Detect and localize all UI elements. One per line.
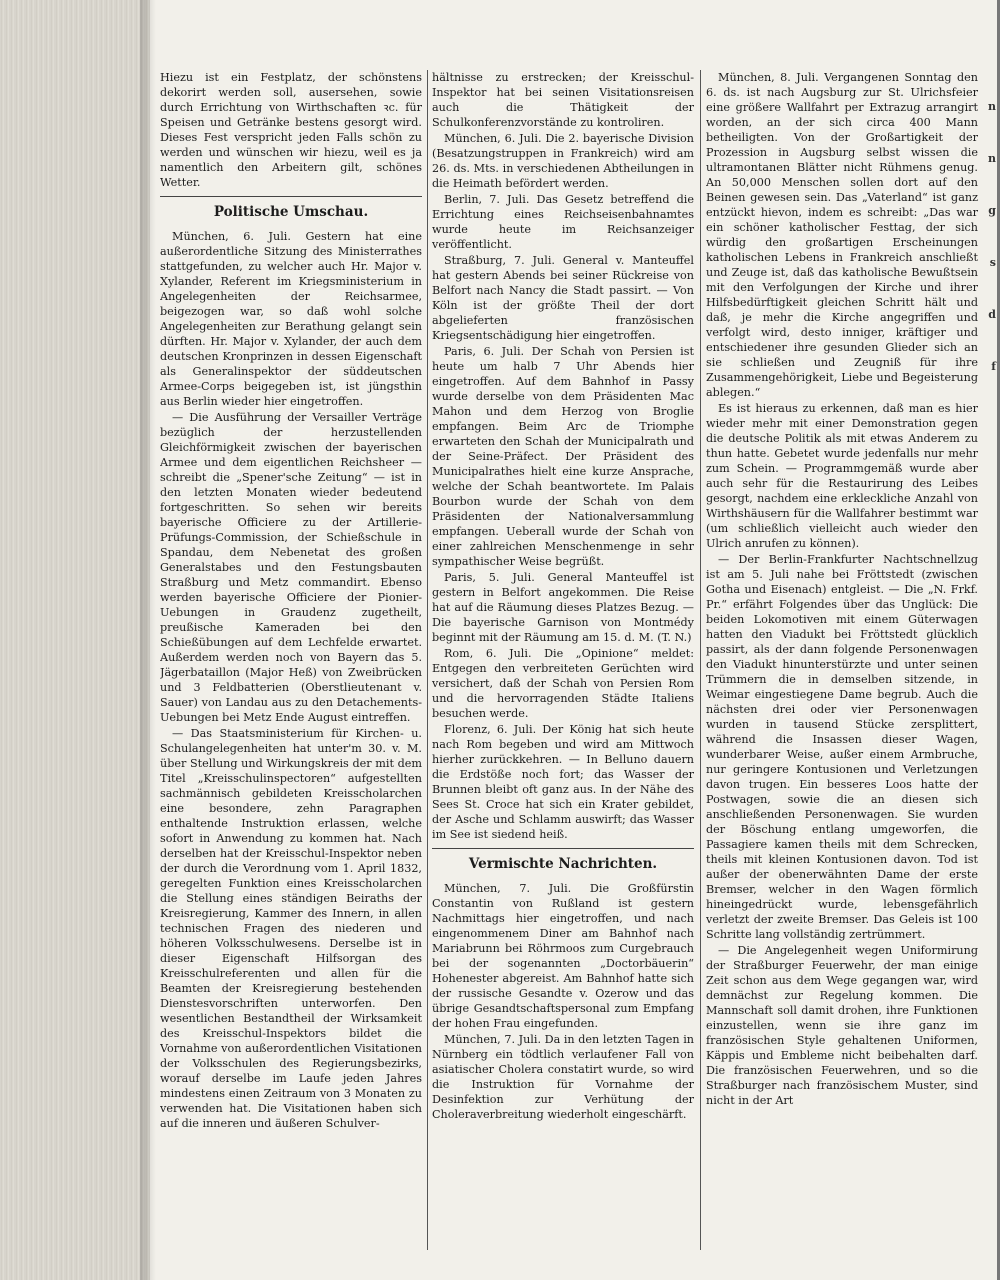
article-paragraph: Berlin, 7. Juli. Das Gesetz betreffend die Errichtung eines Reichseisenbahnamtes wurde heute im Reichsanzeiger veröffentlicht. (432, 193, 694, 251)
article-paragraph: Hiezu ist ein Festplatz, der schönstens dekorirt werden soll, ausersehen, sowie durch Errichtung von Wirthschaften ꝛc. für Speisen und Getränke bestens gesorgt wird. Dieses Fest verspricht jeden Falls schön zu werden und wünschen wir hiezu, weil es ja namentlich den Arbeitern gilt, schönes Wetter. (160, 71, 422, 189)
article-paragraph: Florenz, 6. Juli. Der König hat sich heute nach Rom begeben und wird am Mittwoch hierher zurückkehren. — In Belluno dauern die Erdstöße noch fort; das Wasser der Brunnen bleibt oft ganz aus. In der Nähe des Sees St. Croce hat sich ein Krater gebildet, der Asche und Schlamm auswirft; das Wasser im See ist siedend heiß. (432, 723, 694, 841)
article-paragraph: — Das Staatsministerium für Kirchen- u. Schulangelegenheiten hat unter'm 30. v. M. über Stellung und Wirkungskreis der mit dem Titel „Kreisschulinspectoren“ aufgestellten sachmännisch gebildeten Kreisscholarchen eine besondere, zehn Paragraphen enthaltende Instruktion erlassen, welche sofort in Anwendung zu kommen hat. Nach derselben hat der Kreisschul-Inspektor neben der durch die Verordnung vom 1. April 1832, geregelten Funktion eines Kreisscholarchen die Stellung eines ständigen Beiraths der Kreisregierung, Kammer des Innern, in allen technischen Fragen des niederen und höheren Volksschulwesens. Derselbe ist in dieser Eigenschaft Hilfsorgan des Kreisschulreferenten und allen für die Beamten der Kreisregierung bestehenden Dienstesvorschriften unterworfen. Den wesentlichen Bestandtheil der Wirksamkeit des Kreisschul-Inspektors bildet die Vornahme von außerordentlichen Visitationen der Volksschulen des Regierungsbezirks, worauf derselbe im Laufe jeden Jahres mindestens einen Zeitraum von 3 Monaten zu verwenden hat. Die Visitationen haben sich auf die inneren und äußeren Schulver- (160, 727, 422, 1130)
edge-glyph: d (988, 308, 996, 321)
book-gutter (0, 0, 150, 1280)
column-middle (432, 70, 694, 1250)
article-paragraph: Straßburg, 7. Juli. General v. Manteuffel hat gestern Abends bei seiner Rückreise von Belfort nach Nancy die Stadt passirt. — Von Köln ist der größte Theil der dort abgelieferten französischen Kriegsentschädigung hier eingetroffen. (432, 254, 694, 342)
column-left (160, 70, 422, 1250)
article-paragraph: — Die Angelegenheit wegen Uniformirung der Straßburger Feuerwehr, der man einige Zeit schon aus dem Wege gegangen war, wird demnächst zur Regelung kommen. Die Mannschaft soll damit drohen, ihre Funktionen einzustellen, wenn sie ihre ganz im französischen Style gehaltenen Uniformen, Käppis und Embleme nicht beibehalten darf. Die französischen Feuerwehren, und so die Straßburger nach französischem Muster, sind nicht in der Art (706, 944, 978, 1107)
column-rule (700, 70, 701, 1250)
article-paragraph: München, 7. Juli. Da in den letzten Tagen in Nürnberg ein tödtlich verlaufener Fall von asiatischer Cholera constatirt wurde, so wird die Instruktion für Vornahme der Desinfektion zur Verhütung der Choleraverbreitung wiederholt eingeschärft. (432, 1033, 694, 1121)
article-paragraph: Rom, 6. Juli. Die „Opinione“ meldet: Entgegen den verbreiteten Gerüchten wird versichert, daß der Schah von Persien Rom und die hervorragenden Städte Italiens besuchen werde. (432, 647, 694, 720)
article-paragraph: München, 6. Juli. Gestern hat eine außerordentliche Sitzung des Ministerrathes stattgefunden, zu welcher auch Hr. Major v. Xylander, Referent im Kriegsministerium in Angelegenheiten der Reichsarmee, beigezogen war, so daß wohl solche Angelegenheiten zur Berathung gelangt sein dürften. Hr. Major v. Xylander, der auch dem deutschen Kronprinzen in dessen Eigenschaft als Generalinspektor der süddeutschen Armee-Corps beigegeben ist, ist jüngsthin aus Berlin wieder hier eingetroffen. (160, 230, 422, 408)
article-paragraph: — Der Berlin-Frankfurter Nachtschnellzug ist am 5. Juli nahe bei Fröttstedt (zwischen Gotha und Eisenach) entgleist. — Die „N. Frkf. Pr.“ erfährt Folgendes über das Unglück: Die beiden Lokomotiven mit einem Güterwagen hatten den Viadukt bei Fröttstedt glücklich passirt, als der dann folgende Personenwagen den Viadukt hinunterstürzte und unter seinen Trümmern die in demselben sitzende, in Weimar eingestiegene Dame begrub. Auch die nächsten drei oder vier Personenwagen wurden in tausend Stücke zersplittert, während die Insassen dieser Wagen, wunderbarer Weise, außer einem Armbruche, nur geringere Kontusionen und Verletzungen davon trugen. Ein besseres Loos hatte der Postwagen, sowie die an diesen sich anschließenden Personenwagen. Sie wurden der Böschung entlang umgeworfen, die Passagiere kamen theils mit dem Schrecken, theils mit kleinen Kontusionen davon. Tod ist außer der obenerwähnten Dame der erste Bremser, welcher in den Wagen förmlich hineingedrückt wurde, lebensgefährlich verletzt der zweite Bremser. Das Geleis ist 100 Schritte lang vollständig zertrümmert. (706, 553, 978, 941)
article-paragraph: hältnisse zu erstrecken; der Kreisschul-Inspektor hat bei seinen Visitationsreisen auch die Thätigkeit der Schulkonferenzvorstände zu kontroliren. (432, 71, 694, 129)
newspaper-page (152, 70, 988, 1260)
edge-glyph: f (991, 360, 996, 373)
column-rule (427, 70, 428, 1250)
article-paragraph: Es ist hieraus zu erkennen, daß man es hier wieder mehr mit einer Demonstration gegen die deutsche Politik als mit etwas Anderem zu thun hatte. Gebetet wurde jedenfalls nur mehr zum Schein. — Programmgemäß wurde aber auch sehr für die Restaurirung des Leibes gesorgt, nachdem eine erkleckliche Anzahl von Wirthshäusern für die Wallfahrer bestimmt war (um schließlich vielleicht auch wieder den Ulrich anrufen zu können). (706, 402, 978, 550)
article-paragraph: München, 7. Juli. Die Großfürstin Constantin von Rußland ist gestern Nachmittags hier eingetroffen, und nach eingenommenem Diner am Bahnhof nach Mariabrunn bei Röhrmoos zum Curgebrauch bei der sogenannten „Doctorbäuerin“ Hohenester abgereist. Am Bahnhof hatte sich der russische Gesandte v. Ozerow und das übrige Gesandtschaftspersonal zum Empfang der hohen Frau eingefunden. (432, 882, 694, 1030)
edge-glyph: s (989, 256, 996, 269)
article-paragraph: München, 8. Juli. Vergangenen Sonntag den 6. ds. ist nach Augsburg zur St. Ulrichsfeier eine größere Wallfahrt per Extrazug arrangirt worden, an der sich circa 400 Mann betheiligten. Von der Großartigkeit der Prozession in Augsburg selbst wissen die ultramontanen Blätter nicht Rühmens genug. An 50,000 Menschen sollen dort auf den Beinen gewesen sein. Das „Vaterland“ ist ganz entzückt hievon, indem es schreibt: „Das war ein schöner katholischer Festtag, der sich würdig den großartigen Erscheinungen katholischen Lebens in Frankreich anschließt und Zeuge ist, daß das katholische Bewußtsein mit den Verfolgungen der Kirche und ihrer Hilfsbedürftigkeit gleichen Schritt hält und daß, je mehr die Kirche angegriffen und verfolgt wird, desto inniger, kräftiger und entschiedener ihre gesunden Glieder sich an sie schließen und Zeugniß für ihre Zusammengehörigkeit, Liebe und Begeisterung ablegen.“ (706, 71, 978, 399)
edge-glyph: g (988, 204, 996, 217)
edge-glyph: n (988, 152, 996, 165)
edge-glyph: n (988, 100, 996, 113)
article-paragraph: München, 6. Juli. Die 2. bayerische Division (Besatzungstruppen in Frankreich) wird am 26. ds. Mts. in verschiedenen Abtheilungen in die Heimath befördert werden. (432, 132, 694, 190)
article-paragraph: — Die Ausführung der Versailler Verträge bezüglich der herzustellenden Gleichförmigkeit zwischen der bayerischen Armee und dem eigentlichen Reichsheer — schreibt die „Spener'sche Zeitung“ — ist in den letzten Monaten wieder bedeutend fortgeschritten. So sehen wir bereits bayerische Officiere zu der Artillerie-Prüfungs-Commission, der Schießschule in Spandau, dem Nebenetat des großen Generalstabes und den Festungsbauten Straßburg und Metz commandirt. Ebenso werden bayerische Officiere der Pionier-Uebungen in Graudenz zugetheilt, preußische Kameraden bei den Schießübungen auf dem Lechfelde erwartet. Außerdem werden noch von Bayern das 5. Jägerbataillon (Major Heß) von Zweibrücken und 3 Feldbatterien (Oberstlieutenant v. Sauer) von Landau aus zu den Detachements-Uebungen bei Metz Ende August eintreffen. (160, 411, 422, 724)
article-paragraph: Paris, 5. Juli. General Manteuffel ist gestern in Belfort angekommen. Die Reise hat auf die Räumung dieses Platzes Bezug. — Die bayerische Garnison von Montmédy beginnt mit der Räumung am 15. d. M. (T. N.) (432, 571, 694, 644)
column-right (706, 70, 978, 1250)
section-heading: Vermischte Nachrichten. (432, 848, 694, 877)
article-paragraph: Paris, 6. Juli. Der Schah von Persien ist heute um halb 7 Uhr Abends hier eingetroffen. Auf dem Bahnhof in Passy wurde derselbe von dem Präsidenten Mac Mahon und dem Herzog von Broglie empfangen. Beim Arc de Triomphe erwarteten den Schah der Municipalrath und der Seine-Präfect. Der Präsident des Municipalrathes hielt eine kurze Ansprache, welche der Schah beantwortete. Im Palais Bourbon wurde der Schah von dem Präsidenten der Nationalversammlung empfangen. Ueberall wurde der Schah von einer zahlreichen Menschenmenge in sehr sympathischer Weise begrüßt. (432, 345, 694, 568)
section-heading: Politische Umschau. (160, 196, 422, 225)
